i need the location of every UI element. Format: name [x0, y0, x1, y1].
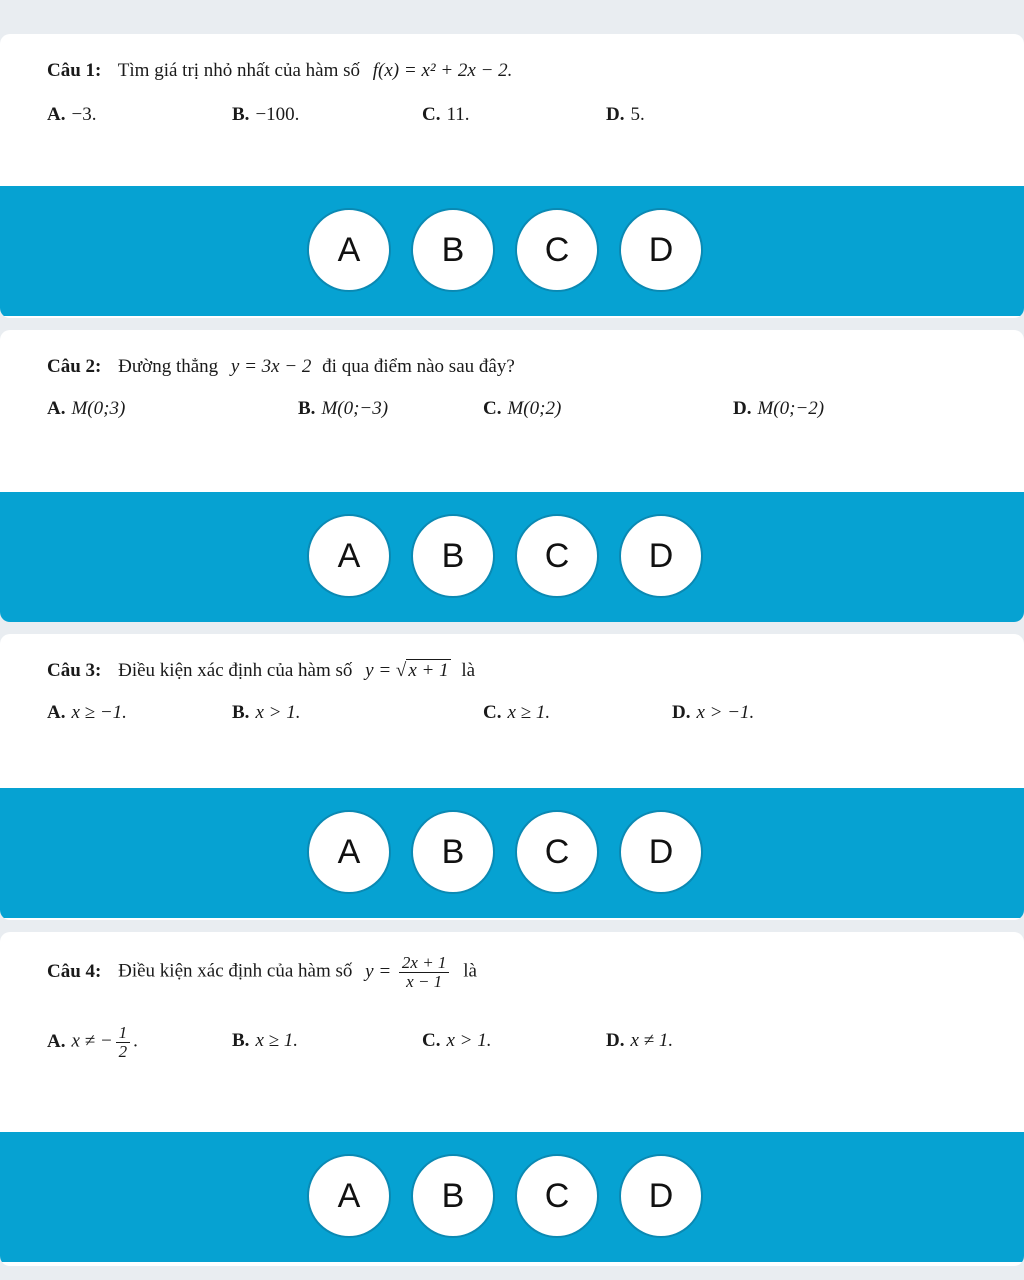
- option-a: A. M(0;3): [47, 398, 126, 419]
- option-d: D. x ≠ 1.: [606, 1030, 674, 1051]
- option-b: B. M(0;−3): [298, 398, 389, 419]
- question-expression: y = 3x − 2: [230, 356, 312, 377]
- answer-button-c[interactable]: C: [515, 810, 599, 894]
- option-d: D. M(0;−2): [733, 398, 825, 419]
- question-text: Điều kiện xác định của hàm số: [118, 960, 353, 982]
- question-card-3: [0, 634, 1024, 920]
- answer-button-b[interactable]: B: [411, 1154, 495, 1238]
- question-text: Đường thẳng: [118, 356, 219, 377]
- fraction: $\frac{1}{2}$: [116, 1024, 131, 1061]
- answer-bar: [0, 1132, 1024, 1262]
- option-b: B. x ≥ 1.: [232, 1030, 299, 1051]
- fraction: $\frac{2x + 1}{x - 1}$: [399, 954, 450, 991]
- answer-button-a[interactable]: A: [307, 208, 391, 292]
- question-number: Câu 3:: [47, 660, 102, 681]
- option-b: B. x > 1.: [232, 702, 301, 723]
- answer-button-b[interactable]: B: [411, 514, 495, 598]
- answer-button-c[interactable]: C: [515, 1154, 599, 1238]
- option-c: C. M(0;2): [483, 398, 562, 419]
- answer-button-d[interactable]: D: [619, 810, 703, 894]
- question-card-2: [0, 330, 1024, 622]
- option-d: D. x > −1.: [672, 702, 755, 723]
- answer-button-a[interactable]: A: [307, 810, 391, 894]
- option-d: D. 5.: [606, 104, 645, 125]
- sqrt-sign: √: [395, 660, 407, 681]
- option-a: A. x ≠ − $\frac{1}{2}$ .: [47, 1023, 138, 1061]
- question-expression: y = $\frac{2x + 1}{x - 1}$: [365, 961, 457, 982]
- answer-button-a[interactable]: A: [307, 1154, 391, 1238]
- answer-button-d[interactable]: D: [619, 1154, 703, 1238]
- question-number: Câu 1:: [47, 60, 102, 81]
- question-text: Tìm giá trị nhỏ nhất của hàm số: [117, 60, 360, 81]
- question-expression: f(x) = x² + 2x − 2.: [372, 60, 513, 81]
- answer-bar: [0, 492, 1024, 622]
- option-b: B. −100.: [232, 104, 300, 125]
- answer-button-c[interactable]: C: [515, 208, 599, 292]
- answer-button-b[interactable]: B: [411, 810, 495, 894]
- option-a: A. −3.: [47, 104, 97, 125]
- answer-button-d[interactable]: D: [619, 514, 703, 598]
- answer-bar: [0, 186, 1024, 316]
- question-text-after: đi qua điểm nào sau đây?: [322, 356, 515, 377]
- question-number: Câu 2:: [47, 356, 102, 377]
- question-card-1: [0, 34, 1024, 318]
- answer-button-c[interactable]: C: [515, 514, 599, 598]
- answer-bar: [0, 788, 1024, 918]
- answer-button-d[interactable]: D: [619, 208, 703, 292]
- question-expression: y = √ x + 1: [365, 660, 449, 681]
- option-c: C. x > 1.: [422, 1030, 492, 1051]
- option-c: C. 11.: [422, 104, 470, 125]
- option-a: A. x ≥ −1.: [47, 702, 127, 723]
- question-text: Điều kiện xác định của hàm số: [118, 660, 353, 681]
- question-text-after: là: [463, 960, 477, 982]
- question-text-after: là: [461, 660, 476, 681]
- answer-button-a[interactable]: A: [307, 514, 391, 598]
- option-c: C. x ≥ 1.: [483, 702, 551, 723]
- question-card-4: [0, 932, 1024, 1266]
- answer-button-b[interactable]: B: [411, 208, 495, 292]
- question-number: Câu 4:: [47, 960, 102, 982]
